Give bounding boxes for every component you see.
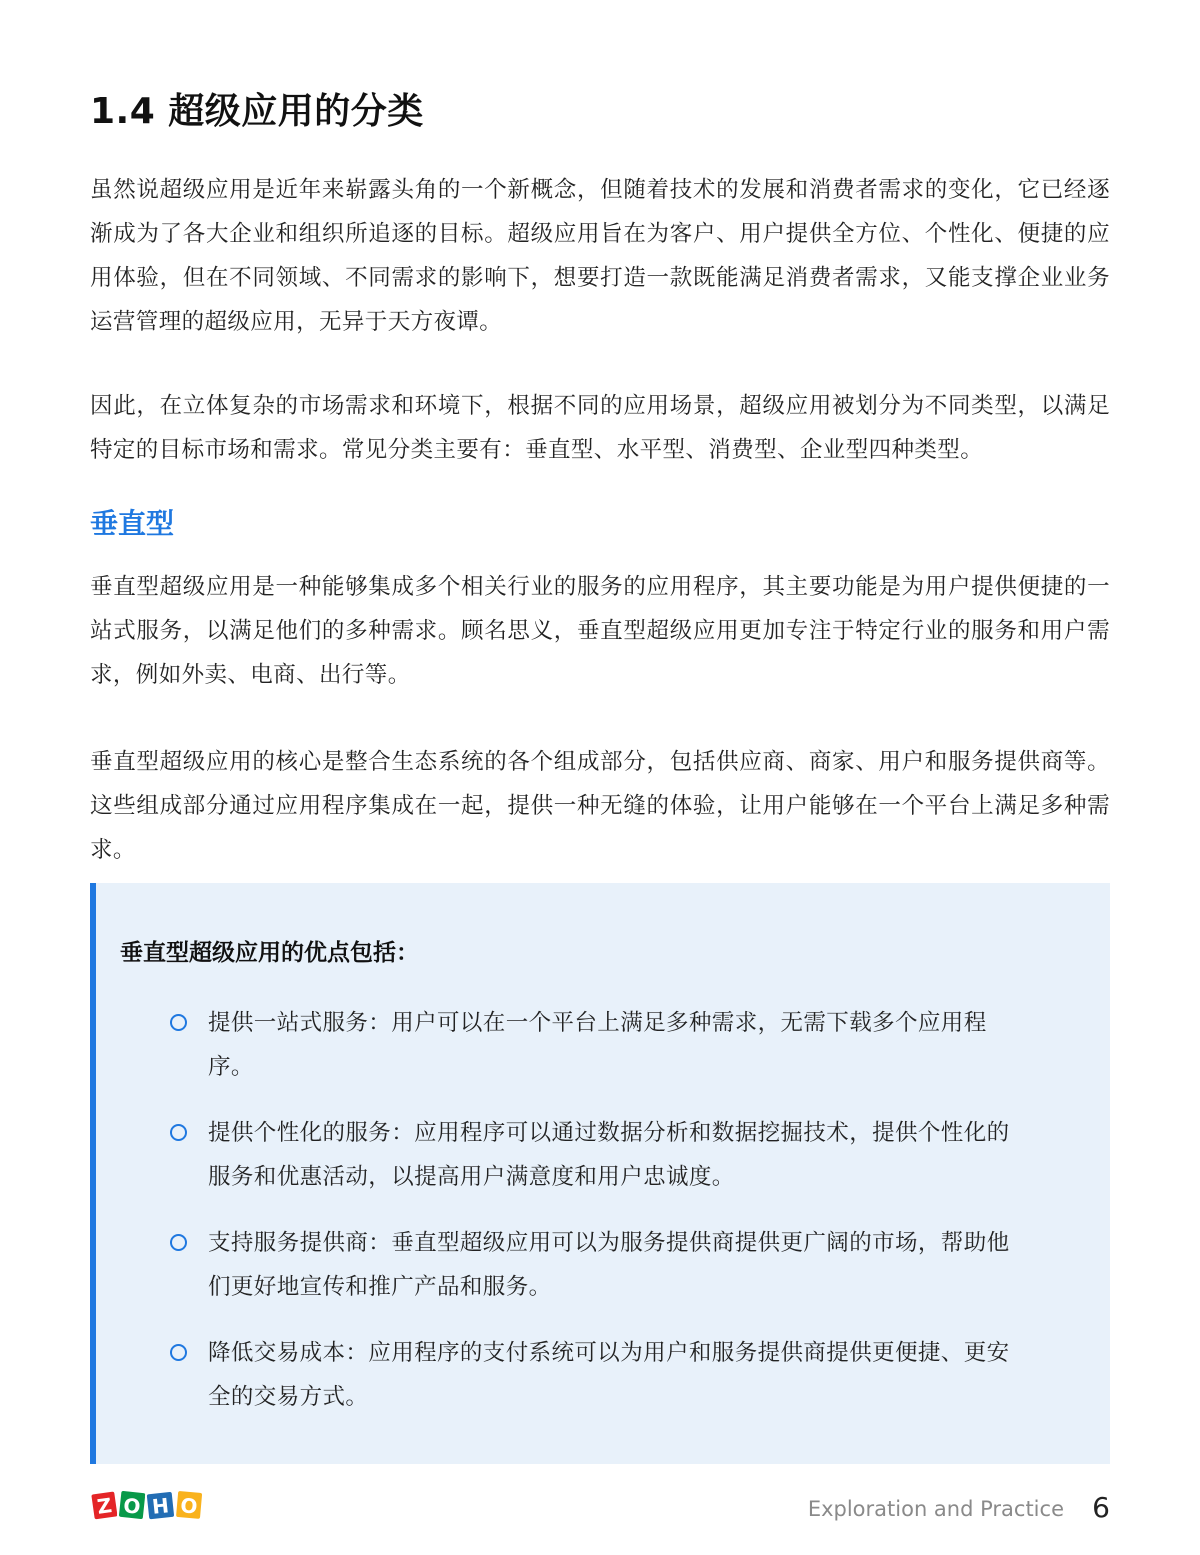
circle-bullet-icon bbox=[170, 1014, 187, 1031]
circle-bullet-icon bbox=[170, 1124, 187, 1141]
logo-letter-h: H bbox=[150, 1493, 171, 1519]
classification-paragraph: 因此，在立体复杂的市场需求和环境下，根据不同的应用场景，超级应用被划分为不同类型，以满足特定的目标市场和需求。常见分类主要有：垂直型、水平型、消费型、企业型四种类型。 bbox=[90, 393, 1110, 463]
page-number: 6 bbox=[1092, 1491, 1110, 1524]
circle-bullet-icon bbox=[170, 1234, 187, 1251]
callout-title: 垂直型超级应用的优点包括： bbox=[120, 940, 419, 966]
footer-title: Exploration and Practice bbox=[807, 1497, 1064, 1521]
logo-letter-o1: O bbox=[122, 1493, 142, 1519]
list-item bbox=[168, 1111, 1028, 1199]
logo-letter-o2: O bbox=[179, 1493, 199, 1519]
section-title: 1.4 超级应用的分类 bbox=[90, 91, 424, 132]
list-item-text: 降低交易成本：应用程序的支付系统可以为用户和服务提供商提供更便捷、更安全的交易方式。 bbox=[208, 1340, 1010, 1410]
intro-paragraph: 虽然说超级应用是近年来崭露头角的一个新概念，但随着技术的发展和消费者需求的变化，它已经逐渐成为了各大企业和组织所追逐的目标。超级应用旨在为客户、用户提供全方位、个性化、便捷的应用体验，但在不同领域、不同需求的影响下，想要打造一款既能满足消费者需求，又能支撑企业业务运营管理的超级应用，无异于天方夜谭。 bbox=[90, 177, 1110, 335]
list-item-text: 提供一站式服务：用户可以在一个平台上满足多种需求，无需下载多个应用程序。 bbox=[208, 1010, 987, 1080]
list-item bbox=[168, 1331, 1028, 1419]
list-item bbox=[168, 1221, 1028, 1309]
circle-bullet-icon bbox=[170, 1344, 187, 1361]
list-item-text: 提供个性化的服务：应用程序可以通过数据分析和数据挖掘技术，提供个性化的服务和优惠活动，以提高用户满意度和用户忠诚度。 bbox=[208, 1120, 1010, 1190]
vertical-paragraph-2: 垂直型超级应用的核心是整合生态系统的各个组成部分，包括供应商、商家、用户和服务提供商等。这些组成部分通过应用程序集成在一起，提供一种无缝的体验，让用户能够在一个平台上满足多种需求。 bbox=[90, 749, 1110, 863]
vertical-heading: 垂直型 bbox=[90, 507, 175, 540]
page-footer bbox=[0, 1480, 1200, 1540]
zoho-logo bbox=[90, 1486, 206, 1526]
logo-letter-z: Z bbox=[95, 1493, 114, 1519]
advantages-callout bbox=[90, 883, 1110, 1464]
list-item-text: 支持服务提供商：垂直型超级应用可以为服务提供商提供更广阔的市场，帮助他们更好地宣传和推广产品和服务。 bbox=[208, 1230, 1010, 1300]
vertical-paragraph-1: 垂直型超级应用是一种能够集成多个相关行业的服务的应用程序，其主要功能是为用户提供便捷的一站式服务，以满足他们的多种需求。顾名思义，垂直型超级应用更加专注于特定行业的服务和用户需求，例如外卖、电商、出行等。 bbox=[90, 574, 1110, 688]
list-item bbox=[168, 1001, 1028, 1089]
advantages-list bbox=[168, 1001, 1028, 1441]
